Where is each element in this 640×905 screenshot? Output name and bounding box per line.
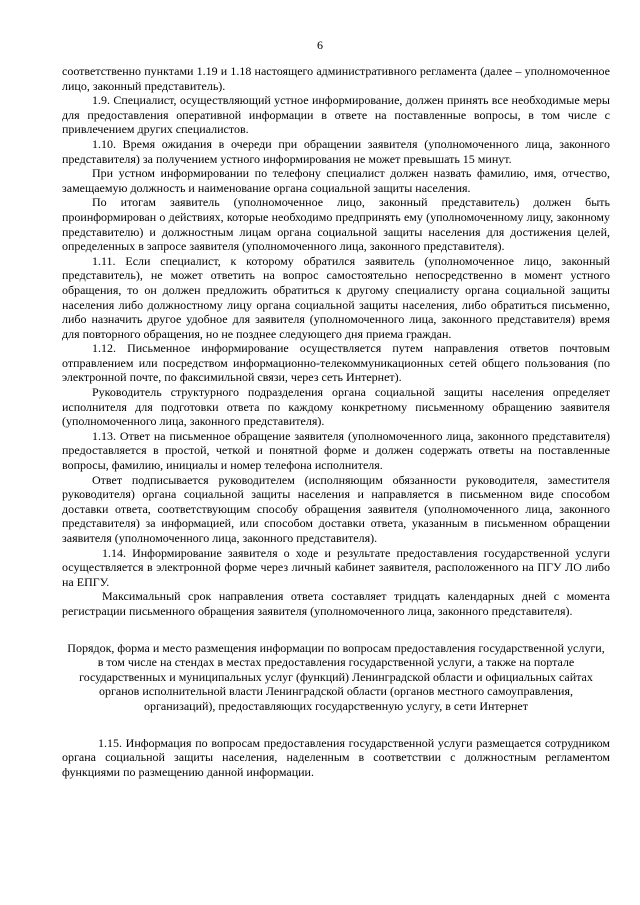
paragraph: 1.12. Письменное информирование осуществляется путем направления ответов почтовым отправлением или посредством информационно-телекоммуникационных сетей общего пользования (по электронной почте, по факсимильной связи, через сеть Интернет).	[62, 341, 610, 385]
paragraph: 1.13. Ответ на письменное обращение заявителя (уполномоченного лица, законного представителя) предоставляется в простой, четкой и понятной форме и должен содержать ответы на поставленные вопросы, фамилию, инициалы и номер телефона исполнителя.	[62, 428, 610, 473]
paragraph: соответственно пунктами 1.19 и 1.18 настоящего административного регламента (далее – уполномоченное лицо, законный представитель).	[62, 64, 610, 93]
paragraph: 1.10. Время ожидания в очереди при обращении заявителя (уполномоченного лица, законного представителя) за получением устного информирования не может превышать 15 минут.	[62, 136, 610, 166]
paragraph: 1.15. Информация по вопросам предоставления государственной услуги размещается сотрудником органа социальной защиты населения, наделенным в соответствии с должностным регламентом функциями по размещению данной информации.	[62, 735, 610, 779]
paragraph: При устном информировании по телефону специалист должен назвать фамилию, имя, отчество, замещаемую должность и наименование органа социальной защиты населения.	[62, 166, 610, 195]
section-heading: Порядок, форма и место размещения информации по вопросам предоставления государственной услуги, в том числе на стендах в местах предоставления государственной услуги, а также на портале государственных и муниципальных услуг (функций) Ленинградской области и официальных сайтах органов исполнительной власти Ленинградской области (органов местного самоуправления, организаций), предоставляющих государственную услугу, в сети Интернет	[67, 640, 605, 713]
paragraph: 1.14. Информирование заявителя о ходе и результате предоставления государственной услуги осуществляется в электронной форме через личный кабинет заявителя, расположенного на ПГУ ЛО либо на ЕПГУ.	[62, 545, 610, 589]
paragraph: Руководитель структурного подразделения органа социальной защиты населения определяет исполнителя для подготовки ответа по каждому конкретному письменному обращению заявителя (уполномоченного лица, законного представителя).	[62, 385, 610, 429]
paragraph: Ответ подписывается руководителем (исполняющим обязанности руководителя, заместителя руководителя) органа социальной защиты населения и направляется в письменном виде способом доставки ответа, соответствующим способу обращения заявителя (уполномоченного лица, законного представителя) за информацией, или способом доставки ответа, указанным в письменном обращении заявителя (уполномоченного лица, законного представителя).	[62, 472, 610, 545]
paragraph: 1.11. Если специалист, к которому обратился заявитель (уполномоченное лицо, законный представитель), не может ответить на вопрос самостоятельно непосредственно в момент устного обращения, то он должен предложить обратиться к другому специалисту органа социальной защиты населения либо должностному лицу органа социальной защиты населения, либо обратиться письменно, либо назначить другое удобное для заявителя (уполномоченного лица, законного представителя) время для повторного обращения, но не позднее следующего дня приема граждан.	[62, 253, 610, 341]
paragraph: 1.9. Специалист, осуществляющий устное информирование, должен принять все необходимые меры для предоставления оперативной информации в ответе на поставленные вопросы, в том числе с привлечением других специалистов.	[62, 93, 610, 137]
paragraph: Максимальный срок направления ответа составляет тридцать календарных дней с момента регистрации письменного обращения заявителя (уполномоченного лица, законного представителя).	[62, 589, 610, 618]
document-body	[62, 64, 610, 779]
page-number: 6	[317, 38, 323, 52]
paragraph: По итогам заявитель (уполномоченное лицо, законный представитель) должен быть проинформирован о действиях, которые необходимо предпринять ему (уполномоченному лицу, законному представителю) и должностным лицам органа социальной защиты населения для достижения целей, определенных в запросе заявителя (уполномоченного лица, законного представителя).	[62, 195, 610, 254]
